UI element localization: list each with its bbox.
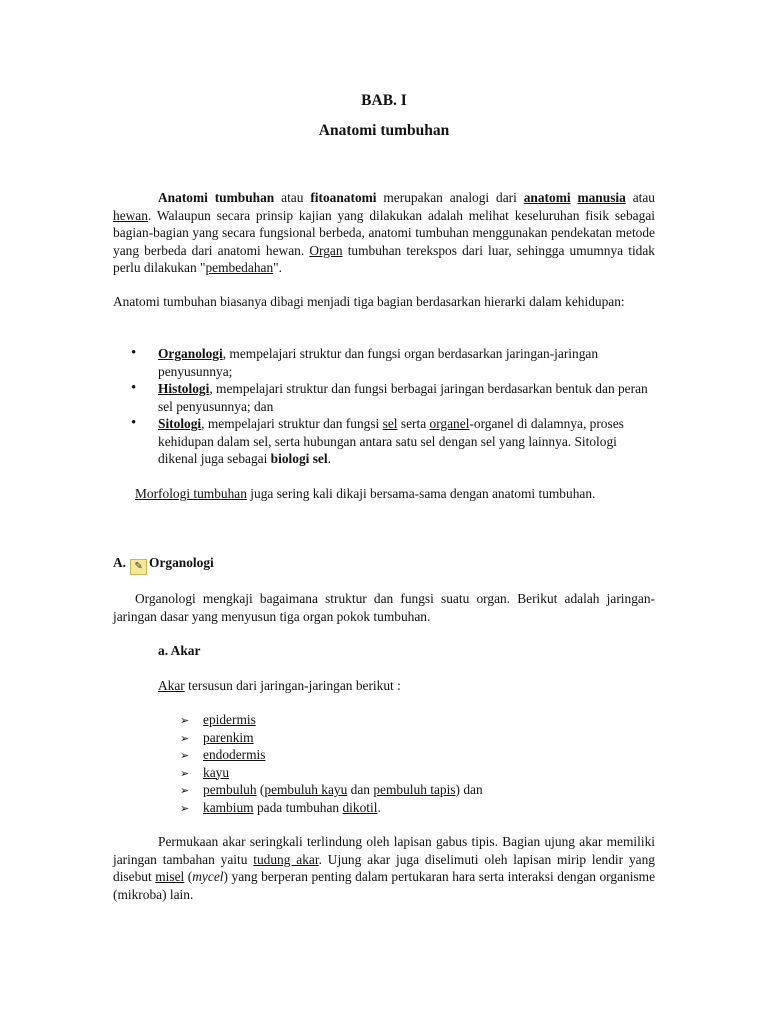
akar-paragraph: Permukaan akar seringkali terlindung oleh lapisan gabus tipis. Bagian ujung akar memiliki jaringan tambahan yaitu tudung akar. Ujung akar juga diselimuti oleh lapisan mirip lendir yang disebut misel (mycel) yang berperan penting dalam pertukaran hara serta interaksi dengan organisme (mikroba) lain. (113, 834, 656, 902)
link-histologi[interactable]: Histologi (158, 381, 210, 396)
tissue-list (180, 711, 580, 816)
list-item: ➢ kambium pada tumbuhan dikotil. (180, 799, 580, 817)
intro-paragraph: Anatomi tumbuhan atau fitoanatomi merupakan analogi dari anatomi manusia atau hewan. Walaupun secara prinsip kajian yang dilakukan adalah melihat keseluruhan fisik sebagai bagian-bagian yang secara fungsional berbeda, anatomi tumbuhan menggunakan pendekatan metode yang berbeda dari anatomi hewan. Organ tumbuhan terekspos dari luar, sehingga umumnya tidak perlu dilakukan "pembedahan". (113, 190, 656, 275)
list-item (180, 711, 580, 729)
link-pembuluh-kayu[interactable]: pembuluh kayu (264, 782, 348, 797)
link-sitologi[interactable]: Sitologi (158, 416, 202, 431)
link-morfologi-tumbuhan[interactable]: Morfologi tumbuhan (135, 486, 247, 501)
list-item: • Organologi, mempelajari struktur dan fungsi organ berdasarkan jaringan-jaringan penyusunnya; (113, 345, 655, 380)
link-parenkim[interactable]: parenkim (203, 729, 254, 745)
arrow-bullet-icon: ➢ (180, 801, 190, 815)
term-biologi-sel: biologi sel (270, 451, 328, 466)
section-a-heading: A. ✎ Organologi (113, 554, 214, 575)
morfologi-paragraph: Morfologi tumbuhan juga sering kali dikaji bersama-sama dengan anatomi tumbuhan. (135, 486, 596, 501)
link-kambium[interactable]: kambium (203, 799, 254, 815)
term-mycel: mycel (192, 869, 224, 884)
arrow-bullet-icon: ➢ (180, 749, 190, 762)
link-epidermis[interactable]: epidermis (203, 712, 256, 727)
page-title: Anatomi tumbuhan (318, 122, 450, 139)
chapter-heading: BAB. I (361, 92, 407, 109)
hierarchy-paragraph: Anatomi tumbuhan biasanya dibagi menjadi tiga bagian berdasarkan hierarki dalam kehidupan: (113, 294, 625, 309)
link-dikotil[interactable]: dikotil (342, 799, 378, 815)
link-hewan[interactable]: hewan (113, 207, 148, 223)
link-misel[interactable]: misel (155, 869, 185, 884)
list-item (180, 764, 580, 782)
pencil-icon: ✎ (130, 559, 147, 575)
link-akar[interactable]: Akar (158, 678, 185, 693)
link-kayu[interactable]: kayu (203, 764, 230, 780)
list-item: ➢ pembuluh (pembuluh kayu dan pembuluh tapis) dan (180, 781, 580, 799)
link-endodermis[interactable]: endodermis (203, 747, 266, 762)
subsection-akar-heading: a. Akar (158, 643, 201, 658)
link-organologi[interactable]: Organologi (158, 346, 223, 361)
arrow-bullet-icon: ➢ (180, 784, 190, 797)
arrow-bullet-icon: ➢ (180, 714, 190, 727)
link-tudung-akar[interactable]: tudung akar (253, 851, 319, 867)
link-anatomi[interactable]: anatomi (523, 190, 571, 205)
term-anatomi-tumbuhan: Anatomi tumbuhan (158, 190, 275, 205)
organologi-paragraph: Organologi mengkaji bagaimana struktur dan fungsi suatu organ. Berikut adalah jaringan-jaringan dasar yang menyusun tiga organ pokok tumbuhan. (113, 591, 655, 624)
division-list (113, 345, 655, 468)
list-item: • Sitologi, mempelajari struktur dan fungsi sel serta organel-organel di dalamnya, proses kehidupan dalam sel, serta hubungan antara satu sel dengan sel yang lainnya. Sitologi dikenal juga sebagai biologi sel. (113, 415, 655, 468)
list-item (180, 746, 580, 764)
arrow-bullet-icon: ➢ (180, 766, 190, 780)
link-pembedahan[interactable]: pembedahan (205, 260, 274, 275)
link-pembuluh[interactable]: pembuluh (203, 782, 257, 797)
akar-intro: Akar tersusun dari jaringan-jaringan berikut : (158, 678, 401, 693)
link-organ[interactable]: Organ (309, 242, 343, 258)
list-item: • Histologi, mempelajari struktur dan fungsi berbagai jaringan berdasarkan bentuk dan peran sel penyusunnya; dan (113, 380, 655, 415)
link-organel[interactable]: organel (429, 416, 470, 431)
link-pembuluh-tapis[interactable]: pembuluh tapis (373, 782, 456, 797)
link-sel[interactable]: sel (382, 416, 398, 431)
link-manusia[interactable]: manusia (577, 190, 626, 205)
term-fitoanatomi: fitoanatomi (310, 190, 377, 205)
arrow-bullet-icon: ➢ (180, 731, 190, 745)
list-item (180, 729, 580, 747)
